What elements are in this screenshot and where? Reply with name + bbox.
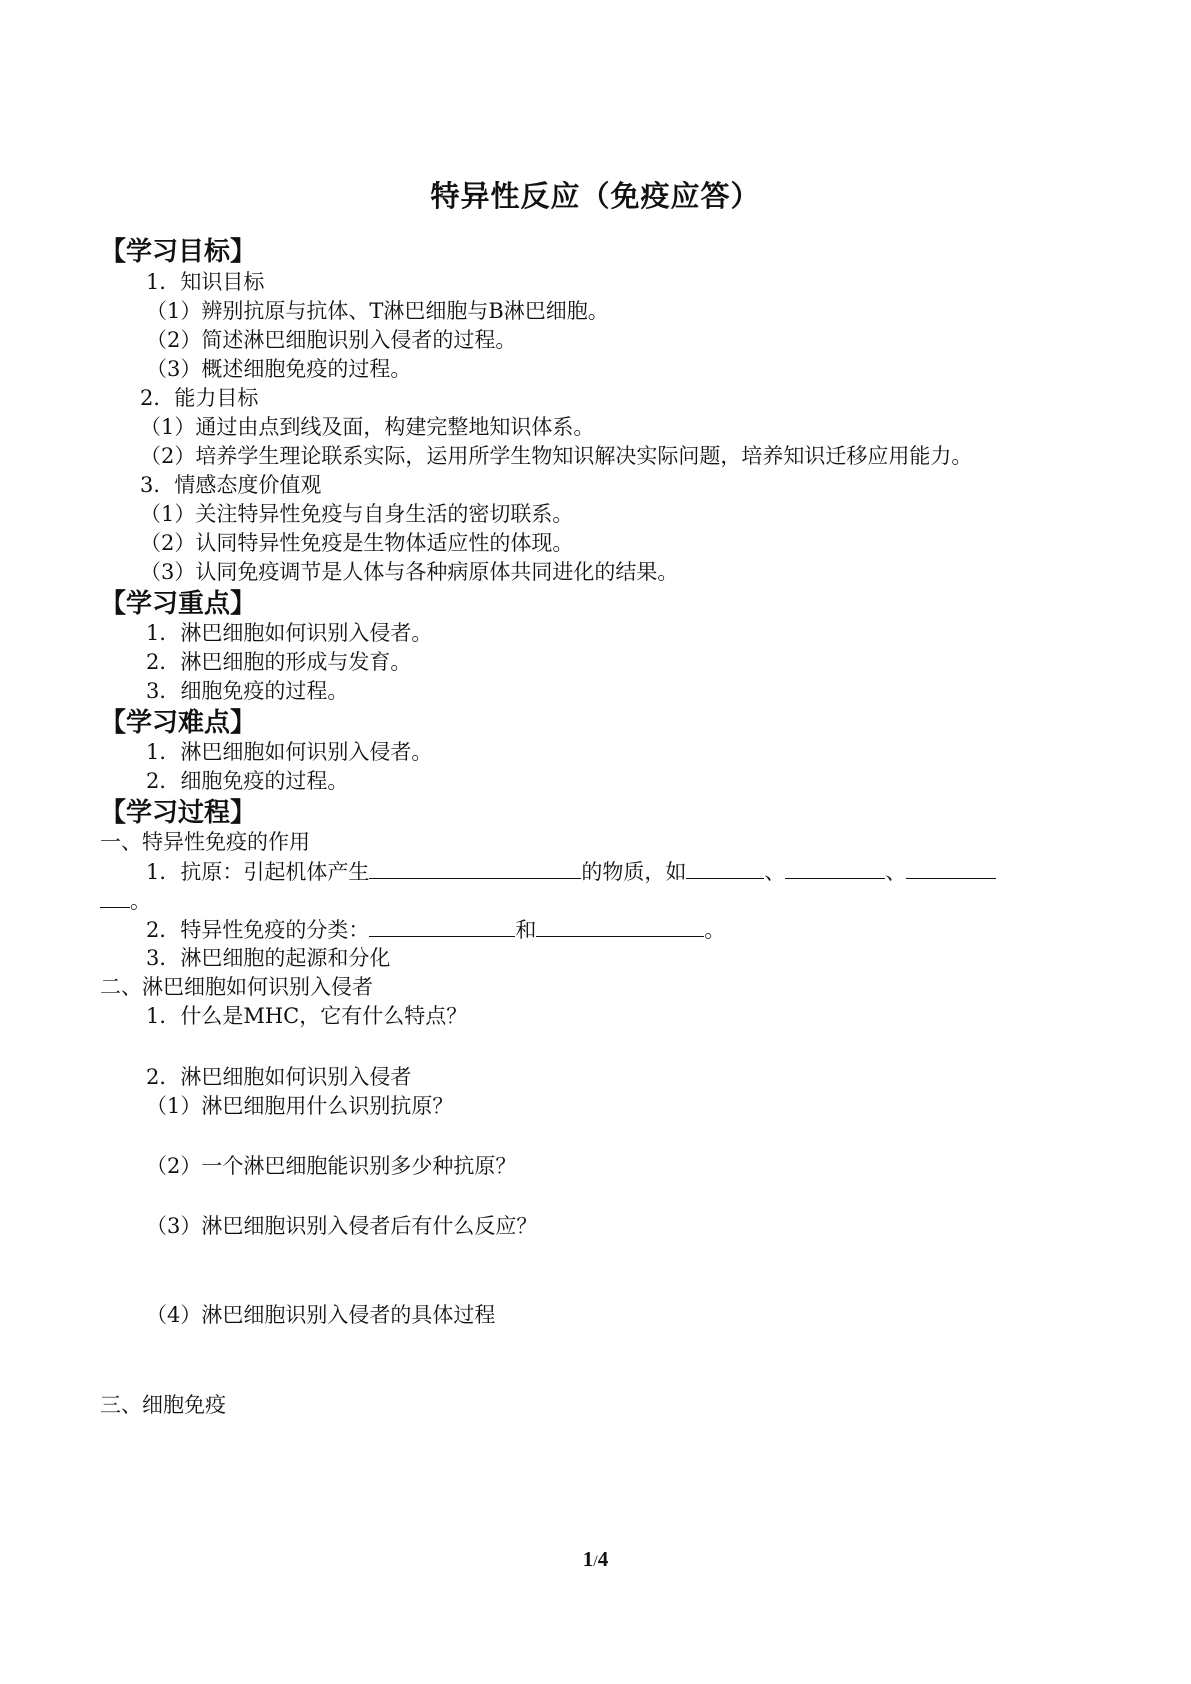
answer-blank-antigen-4[interactable] xyxy=(906,858,996,879)
question-recognition: 2．淋巴细胞如何识别入侵者 xyxy=(146,1065,412,1089)
section-3-title: 三、细胞免疫 xyxy=(100,1393,226,1417)
question-mhc: 1．什么是MHC，它有什么特点？ xyxy=(146,1004,468,1028)
question-recognition-4: （4）淋巴细胞识别入侵者的具体过程 xyxy=(146,1303,496,1327)
question-classification-and: 和 xyxy=(515,918,537,942)
question-antigen-end: 。 xyxy=(130,889,151,913)
key-point-1: 1．淋巴细胞如何识别入侵者。 xyxy=(146,621,433,645)
key-point-2: 2．淋巴细胞的形成与发育。 xyxy=(146,650,412,674)
answer-blank-antigen-2[interactable] xyxy=(686,858,764,879)
key-point-3: 3．细胞免疫的过程。 xyxy=(146,679,349,703)
goal-ability: 2．能力目标 xyxy=(140,386,259,410)
question-recognition-3: （3）淋巴细胞识别入侵者后有什么反应？ xyxy=(146,1214,538,1238)
question-antigen-sep-2: 、 xyxy=(885,860,907,884)
page-title: 特异性反应（免疫应答） xyxy=(430,179,761,213)
question-classification-end: 。 xyxy=(704,918,726,942)
section-2-title: 二、淋巴细胞如何识别入侵者 xyxy=(100,975,373,999)
difficulty-2: 2．细胞免疫的过程。 xyxy=(146,769,349,793)
goal-emotion-3: （3）认同免疫调节是人体与各种病原体共同进化的结果。 xyxy=(140,560,679,584)
question-recognition-1: （1）淋巴细胞用什么识别抗原？ xyxy=(146,1094,454,1118)
question-classification-text-a: 2．特异性免疫的分类： xyxy=(146,918,370,942)
goal-knowledge-3: （3）概述细胞免疫的过程。 xyxy=(146,357,412,381)
answer-blank-classification-2[interactable] xyxy=(536,916,704,937)
page-current: 1 xyxy=(582,1547,594,1571)
goal-emotion-2: （2）认同特异性免疫是生物体适应性的体现。 xyxy=(140,531,574,555)
goal-knowledge: 1．知识目标 xyxy=(146,270,265,294)
page-total: 4 xyxy=(597,1547,609,1571)
question-antigen-continuation xyxy=(100,887,151,914)
section-1-title: 一、特异性免疫的作用 xyxy=(100,830,310,854)
page-number xyxy=(0,1547,1191,1572)
lymphocyte-origin: 3．淋巴细胞的起源和分化 xyxy=(146,946,391,970)
goal-knowledge-2: （2）简述淋巴细胞识别入侵者的过程。 xyxy=(146,328,517,352)
question-classification xyxy=(146,916,725,943)
heading-difficulties: 【学习难点】 xyxy=(100,708,257,738)
question-antigen-sep-1: 、 xyxy=(764,860,786,884)
question-antigen xyxy=(146,858,996,885)
heading-learning-process: 【学习过程】 xyxy=(100,798,257,828)
goal-ability-2: （2）培养学生理论联系实际，运用所学生物知识解决实际问题，培养知识迁移应用能力。 xyxy=(140,444,973,468)
question-antigen-text-b: 的物质，如 xyxy=(581,860,687,884)
answer-blank-antigen-4-cont[interactable] xyxy=(100,887,130,908)
heading-learning-goals: 【学习目标】 xyxy=(100,237,257,267)
goal-emotion-1: （1）关注特异性免疫与自身生活的密切联系。 xyxy=(140,502,574,526)
question-antigen-text-a: 1．抗原：引起机体产生 xyxy=(146,860,370,884)
heading-key-points: 【学习重点】 xyxy=(100,589,257,619)
answer-blank-antigen-3[interactable] xyxy=(785,858,885,879)
answer-blank-antigen-1[interactable] xyxy=(369,858,581,879)
page-separator: / xyxy=(593,1553,598,1570)
question-recognition-2: （2）一个淋巴细胞能识别多少种抗原？ xyxy=(146,1154,517,1178)
goal-ability-1: （1）通过由点到线及面，构建完整地知识体系。 xyxy=(140,415,595,439)
difficulty-1: 1．淋巴细胞如何识别入侵者。 xyxy=(146,740,433,764)
goal-knowledge-1: （1）辨别抗原与抗体、T淋巴细胞与B淋巴细胞。 xyxy=(146,299,609,323)
goal-emotion: 3．情感态度价值观 xyxy=(140,473,322,497)
answer-blank-classification-1[interactable] xyxy=(369,916,515,937)
